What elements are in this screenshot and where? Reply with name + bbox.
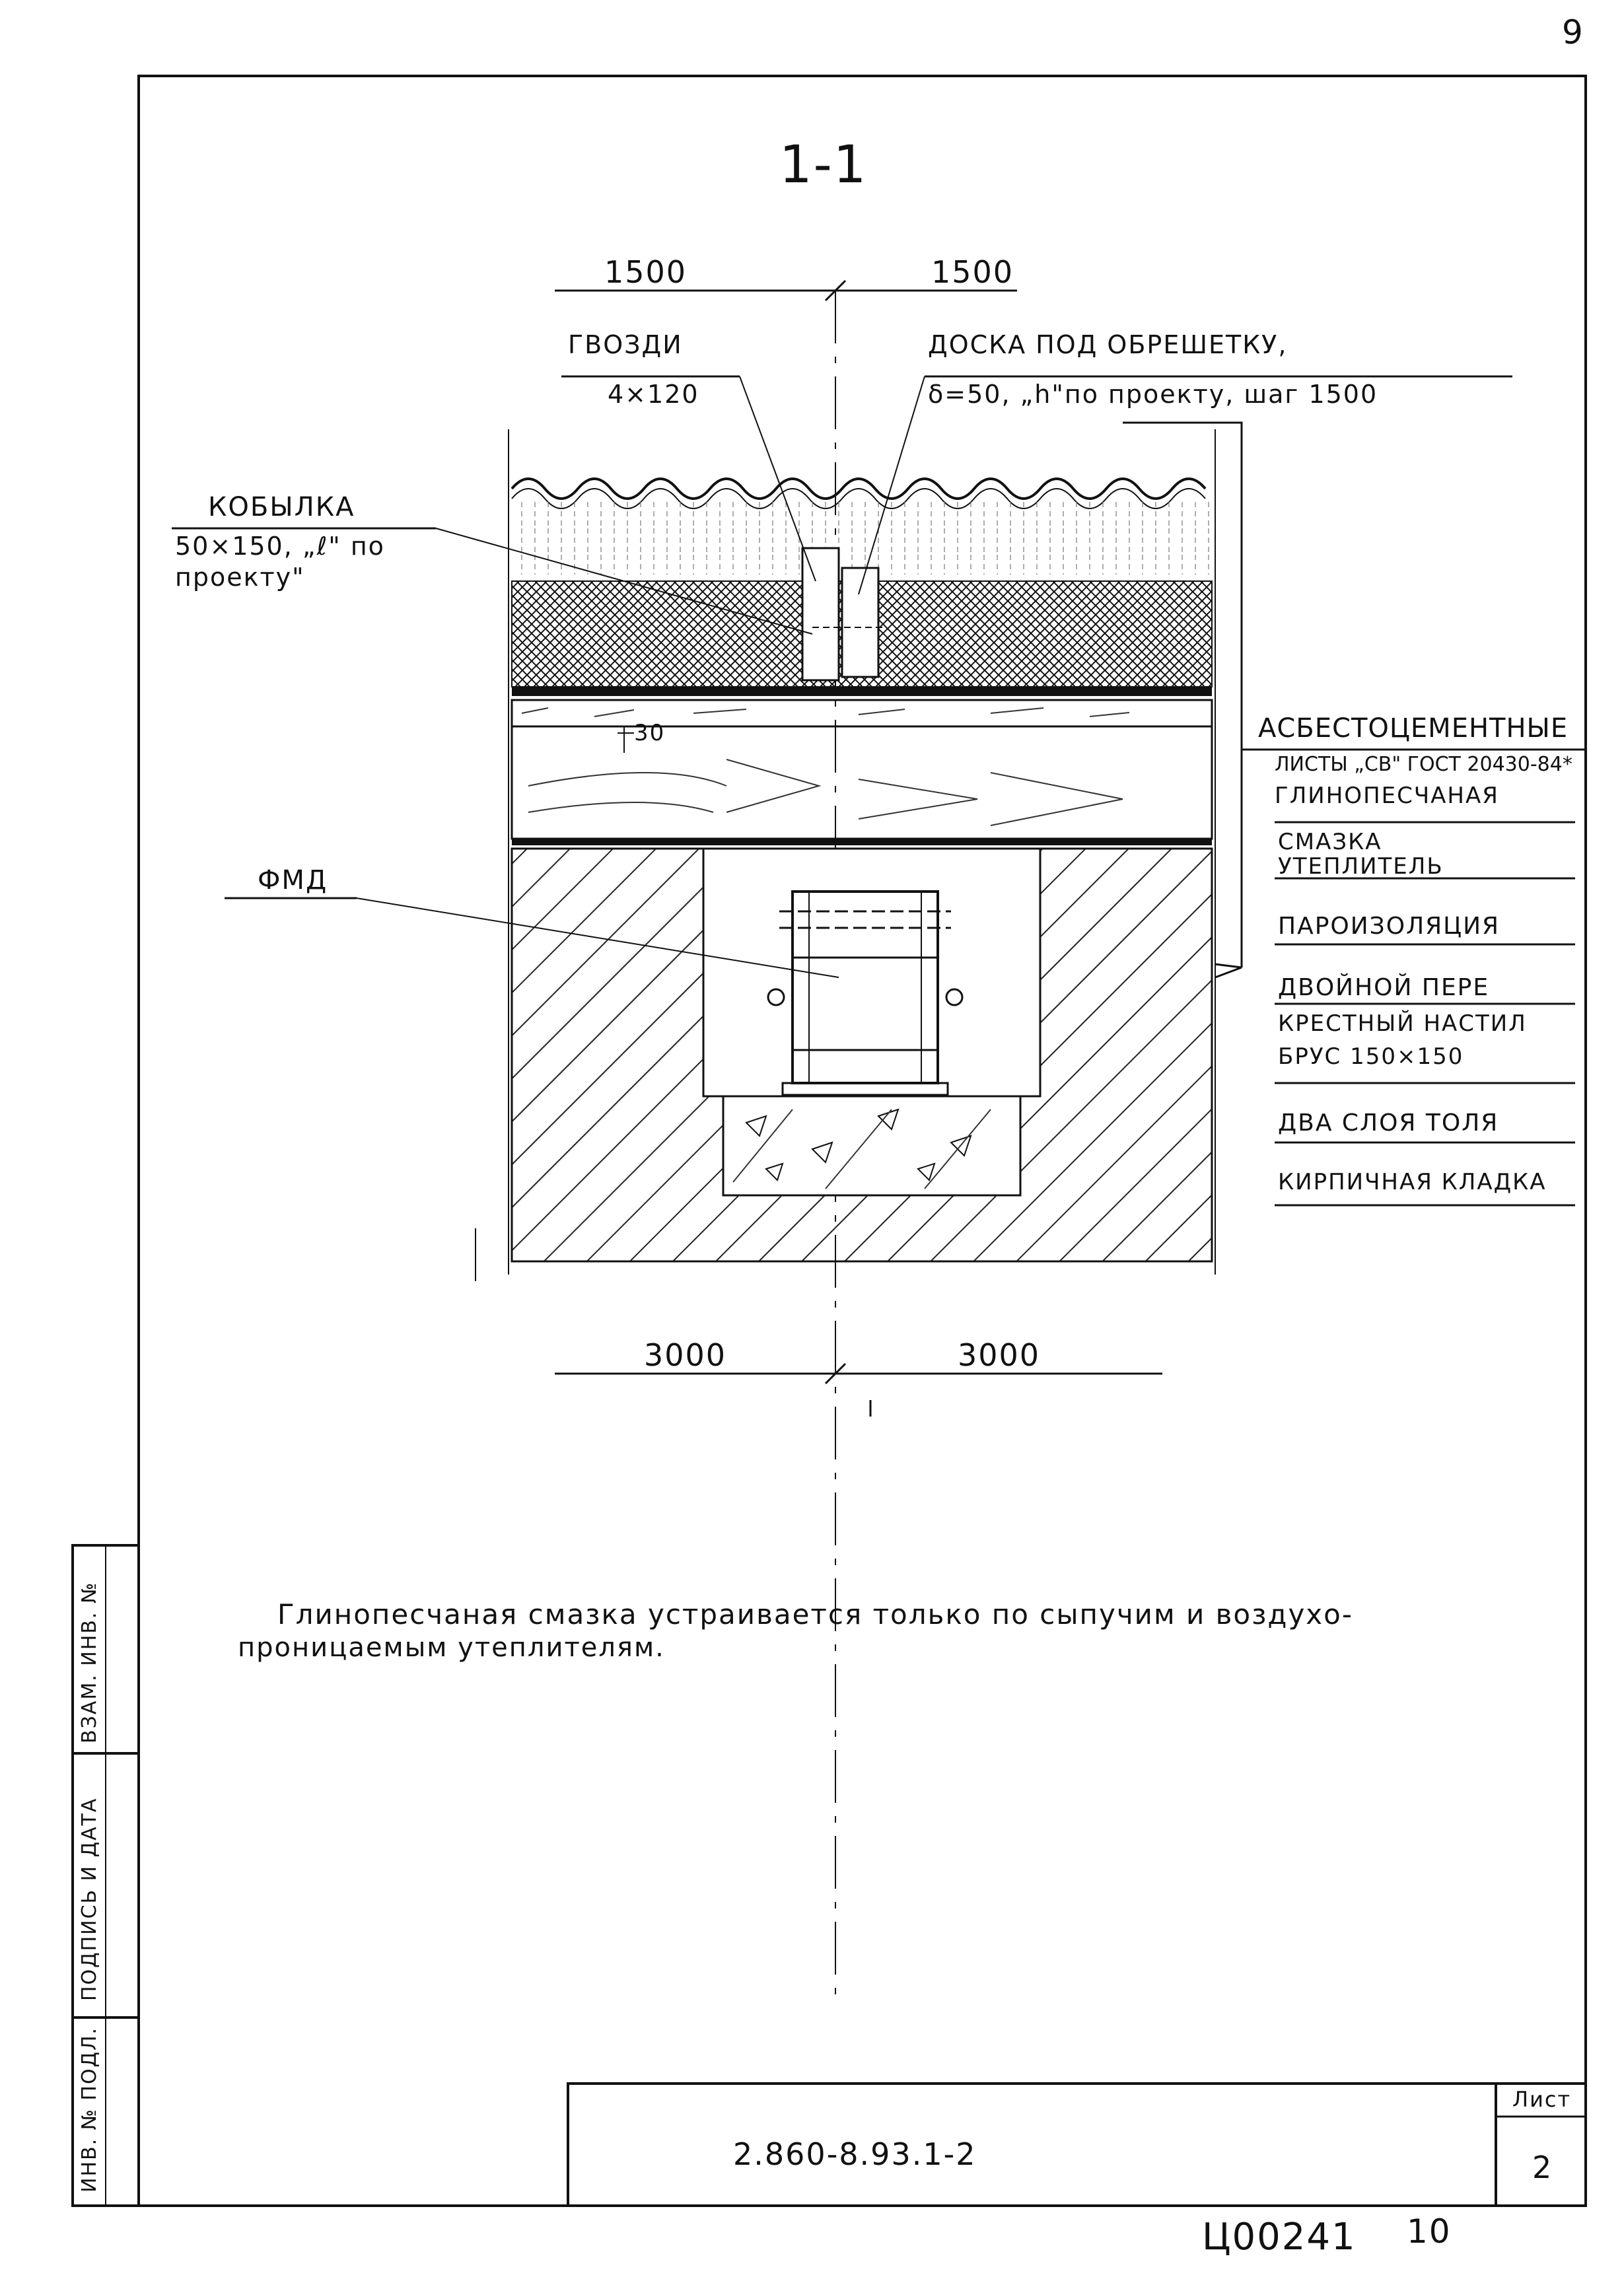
dim-bottom-right: 3000: [958, 1337, 1041, 1373]
trestle-line2: проекту": [175, 563, 305, 592]
section-title: 1-1: [779, 135, 868, 195]
trestle-title: КОБЫЛКА: [208, 492, 355, 522]
layer-label-4: УТЕПЛИТЕЛЬ: [1278, 853, 1444, 880]
stamp-vzam-inv: ВЗАМ. ИНВ. №: [78, 1581, 101, 1743]
stamp-inv-podl: ИНВ. № ПОДЛ.: [78, 2026, 101, 2193]
nails-size: 4×120: [608, 380, 699, 409]
doc-code: 2.860-8.93.1-2: [733, 2136, 977, 2172]
page-number: 9: [1562, 13, 1584, 52]
layer-label-2: ГЛИНОПЕСЧАНАЯ: [1275, 783, 1499, 809]
nails-title: ГВОЗДИ: [568, 330, 683, 359]
board-line2: δ=50, „h"по проекту, шаг 1500: [928, 380, 1378, 409]
layer-label-9: ДВА СЛОЯ ТОЛЯ: [1278, 1109, 1499, 1137]
dim-top-left: 1500: [604, 254, 688, 290]
fmd-label: ФМД: [258, 865, 328, 895]
vapour-barrier: [512, 687, 1212, 696]
dim-top-right: 1500: [931, 254, 1014, 290]
concrete-base: [723, 1096, 1020, 1195]
note-line1: Глинопесчаная смазка устраивается только по сыпучим и воздухо-: [277, 1598, 1354, 1631]
layer-label-0: АСБЕСТОЦЕМЕНТНЫЕ: [1258, 713, 1569, 744]
dim-small: 30: [634, 720, 666, 746]
dim-bottom-left: 3000: [644, 1337, 727, 1373]
layer-label-3: СМАЗКА: [1278, 829, 1382, 855]
title-block: [568, 2084, 1586, 2206]
note-line2: проницаемым утеплителям.: [238, 1632, 665, 1663]
layer-label-7: КРЕСТНЫЙ НАСТИЛ: [1278, 1010, 1527, 1037]
layer-label-6: ДВОЙНОЙ ПЕРЕ: [1278, 974, 1490, 1001]
board-line1: ДОСКА ПОД ОБРЕШЕТКУ,: [928, 330, 1288, 359]
sheet-label: Лист: [1512, 2087, 1572, 2112]
layer-label-1: ЛИСТЫ „СВ" ГОСТ 20430-84*: [1275, 753, 1572, 776]
layer-label-5: ПАРОИЗОЛЯЦИЯ: [1278, 913, 1500, 940]
trestle-line1: 50×150, „ℓ" по: [175, 532, 385, 561]
fmd-opening: [703, 849, 1040, 1096]
archive-page: 10: [1407, 2212, 1452, 2251]
stamp-podpis-data: ПОДПИСЬ И ДАТА: [78, 1797, 101, 2001]
trestle: [802, 548, 839, 680]
sheet-number: 2: [1532, 2150, 1553, 2185]
layer-label-10: КИРПИЧНАЯ КЛАДКА: [1278, 1169, 1547, 1195]
layer-label-8: БРУС 150×150: [1278, 1043, 1464, 1070]
board: [842, 568, 878, 677]
beam: [512, 726, 1212, 839]
archive-number: Ц00241: [1202, 2216, 1357, 2259]
